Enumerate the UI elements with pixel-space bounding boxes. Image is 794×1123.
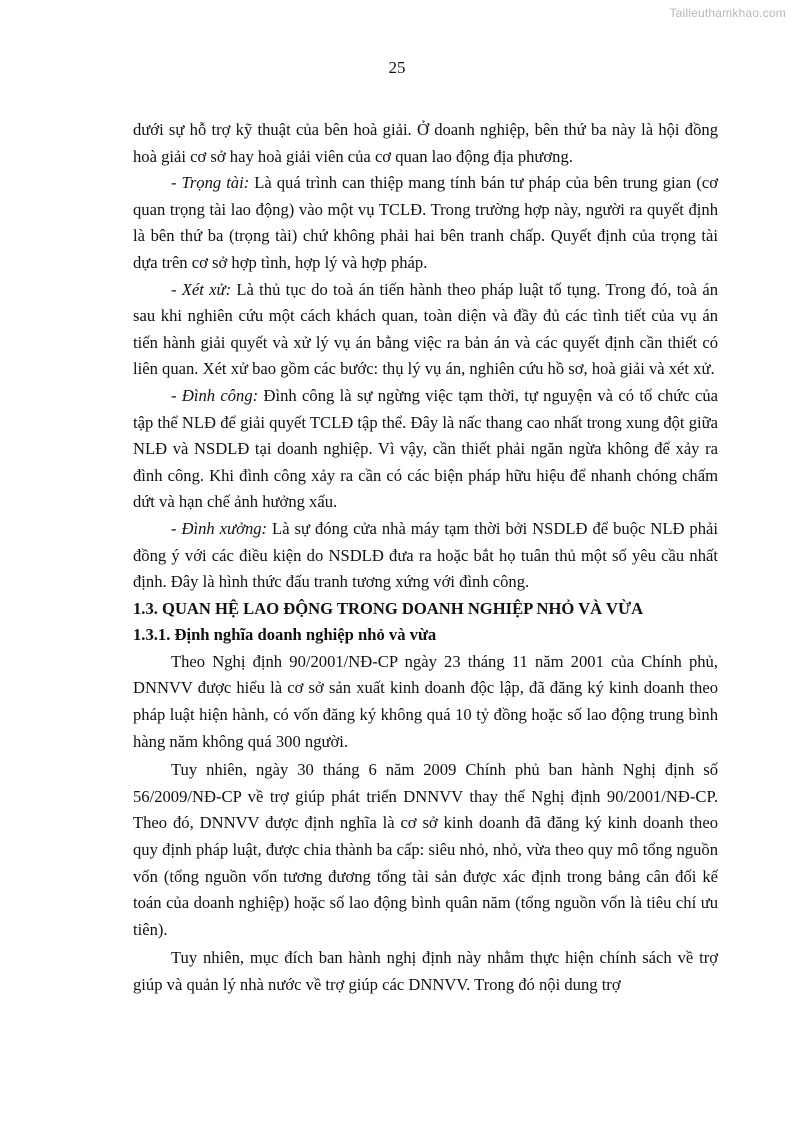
paragraph-nghi-dinh-90: Theo Nghị định 90/2001/NĐ-CP ngày 23 tháng 11 năm 2001 của Chính phủ, DNNVV được hiểu là cơ sở sản xuất kinh doanh độc lập, đã đăng ký kinh doanh theo pháp luật hiện hành, có vốn đăng ký không quá 10 tỷ đồng hoặc số lao động trung bình hàng năm không quá 300 người. — [133, 651, 718, 751]
paragraph-xet-xu — [133, 277, 718, 383]
paragraph-text: Đình công là sự ngừng việc tạm thời, tự nguyện và có tổ chức của tập thể NLĐ để giải quyết TCLĐ tập thể. Đây là nấc thang cao nhất trong xung đột giữa NLĐ và NSDLĐ tại doanh nghiệp. Vì vậy, cần thiết phải ngăn ngừa không để xảy ra đình công. Khi đình công xảy ra cần có các biện pháp hữu hiệu để nhanh chóng chấm dứt và hạn chế ảnh hưởng xấu. — [133, 385, 718, 512]
paragraph-continuation: dưới sự hỗ trợ kỹ thuật của bên hoà giải. Ở doanh nghiệp, bên thứ ba này là hội đồng hoà giải cơ sở hay hoà giải viên của cơ quan lao động địa phương. — [133, 120, 718, 166]
paragraph-text: Là sự đóng cửa nhà máy tạm thời bởi NSDLĐ để buộc NLĐ phải đồng ý với các điều kiện do NSDLĐ đưa ra hoặc bắt họ tuân thủ một số yêu cầu nhất định. Đây là hình thức đấu tranh tương xứng với đình công. — [133, 518, 718, 592]
document-body — [133, 117, 718, 999]
term-dinh-xuong: - Đình xưởng: — [171, 518, 268, 538]
section-heading: 1.3. QUAN HỆ LAO ĐỘNG TRONG DOANH NGHIỆP NHỎ VÀ VỪA — [133, 598, 644, 618]
term-xet-xu: - Xét xử: — [171, 279, 232, 299]
paragraph-trong-tai — [133, 170, 718, 276]
watermark: Tailieuthamkhao.com — [669, 6, 786, 20]
paragraph-text: Là quá trình can thiệp mang tính bán tư pháp của bên trung gian (cơ quan trọng tài lao động) vào một vụ TCLĐ. Trong trường hợp này, người ra quyết định là bên thứ ba (trọng tài) chứ không phải hai bên tranh chấp. Quyết định của trọng tài dựa trên cơ sở hợp tình, hợp lý và hợp pháp. — [133, 173, 718, 272]
subsection-heading: 1.3.1. Định nghĩa doanh nghiệp nhỏ và vừa — [133, 625, 437, 645]
page-number: 25 — [388, 58, 406, 77]
paragraph-muc-dich: Tuy nhiên, mục đích ban hành nghị định này nhằm thực hiện chính sách về trợ giúp và quản lý nhà nước về trợ giúp các DNNVV. Trong đó nội dung trợ — [133, 948, 718, 994]
paragraph-nghi-dinh-56: Tuy nhiên, ngày 30 tháng 6 năm 2009 Chính phủ ban hành Nghị định số 56/2009/NĐ-CP về trợ giúp phát triển DNNVV thay thế Nghị định 90/2001/NĐ-CP. Theo đó, DNNVV được định nghĩa là cơ sở kinh doanh đã đăng ký kinh doanh theo quy định pháp luật, được chia thành ba cấp: siêu nhỏ, nhỏ, vừa theo quy mô tổng nguồn vốn (tổng nguồn vốn tương đương tổng tài sản được xác định trong bảng cân đối kế toán của doanh nghiệp) hoặc số lao động bình quân năm (tổng nguồn vốn là tiêu chí ưu tiên). — [133, 760, 718, 939]
term-trong-tai: - Trọng tài: — [171, 173, 250, 193]
term-dinh-cong: - Đình công: — [171, 385, 259, 405]
paragraph-text: Là thủ tục do toà án tiến hành theo pháp luật tố tụng. Trong đó, toà án sau khi nghiên cứu một cách khách quan, toàn diện và đầy đủ các tình tiết của vụ án tiến hành giải quyết và xử lý vụ án bằng việc ra bản án và các quyết định cần thiết có liên quan. Xét xử bao gồm các bước: thụ lý vụ án, nghiên cứu hồ sơ, hoà giải và xét xử. — [133, 279, 718, 379]
paragraph-dinh-xuong — [133, 516, 718, 596]
paragraph-dinh-cong — [133, 383, 718, 516]
